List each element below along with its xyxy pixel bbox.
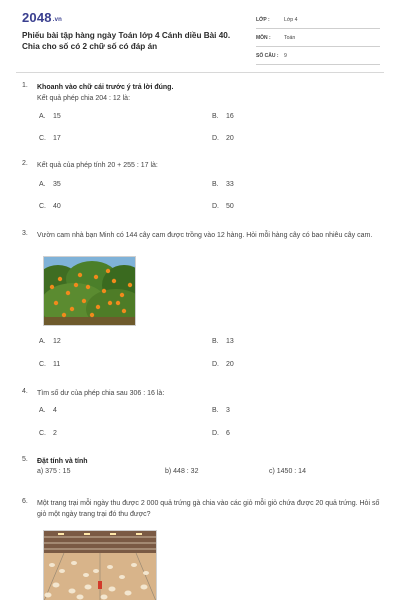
question-text: Tìm số dư của phép chia sau 306 : 16 là: xyxy=(37,390,165,397)
expression-a: a) 375 : 15 xyxy=(37,468,71,475)
question-number: 5. xyxy=(22,456,28,463)
logo-tld: .vn xyxy=(52,17,63,23)
question-number: 2. xyxy=(22,160,28,167)
meta-info xyxy=(256,13,380,67)
question-number: 1. xyxy=(22,82,28,89)
question-4 xyxy=(22,388,380,448)
meta-row-class xyxy=(256,13,380,29)
option-a[interactable]: A. 35 xyxy=(39,181,61,188)
question-subtext: Kết quả phép chia 204 : 12 là: xyxy=(37,95,131,102)
meta-value: 9 xyxy=(284,53,287,59)
meta-value: Lớp 4 xyxy=(284,17,298,23)
question-text: Khoanh vào chữ cái trước ý trả lời đúng. xyxy=(37,84,174,91)
chicken-farm-illustration xyxy=(44,531,156,600)
question-number: 4. xyxy=(22,388,28,395)
meta-value: Toán xyxy=(284,35,296,41)
option-d[interactable]: D. 20 xyxy=(212,135,234,142)
option-c[interactable]: C. 2 xyxy=(39,430,57,437)
option-a[interactable]: A. 15 xyxy=(39,113,61,120)
meta-label: MÔN : xyxy=(256,35,271,41)
meta-row-count xyxy=(256,49,380,65)
question-2 xyxy=(22,160,380,220)
question-number: 6. xyxy=(22,498,28,505)
question-text: Đặt tính và tính xyxy=(37,458,88,465)
expression-c: c) 1450 : 14 xyxy=(269,468,306,475)
question-text: Vườn cam nhà bạn Minh có 144 cây cam được trồng vào 12 hàng. Hỏi mỗi hàng cây có bao nhiêu cây cam. xyxy=(37,232,373,239)
option-d[interactable]: D. 20 xyxy=(212,361,234,368)
orange-orchard-illustration xyxy=(44,257,135,325)
question-number: 3. xyxy=(22,230,28,237)
option-b[interactable]: B. 13 xyxy=(212,338,234,345)
question-text: Kết quả của phép tính 20 + 255 : 17 là: xyxy=(37,162,158,169)
logo-text: 2048 xyxy=(22,10,52,25)
option-b[interactable]: B. 33 xyxy=(212,181,234,188)
meta-label: LỚP : xyxy=(256,17,270,23)
option-a[interactable]: A. 4 xyxy=(39,407,57,414)
option-d[interactable]: D. 50 xyxy=(212,203,234,210)
header-divider xyxy=(16,72,384,73)
document-title: Phiếu bài tập hàng ngày Toán lớp 4 Cánh diều Bài 40. Chia cho số có 2 chữ số có đáp án xyxy=(22,31,231,51)
worksheet-header xyxy=(22,10,380,66)
question-6 xyxy=(22,498,380,528)
option-c[interactable]: C. 40 xyxy=(39,203,61,210)
question-5 xyxy=(22,456,380,484)
question-1 xyxy=(22,82,380,152)
option-c[interactable]: C. 17 xyxy=(39,135,61,142)
option-b[interactable]: B. 16 xyxy=(212,113,234,120)
option-d[interactable]: D. 6 xyxy=(212,430,230,437)
meta-row-subject xyxy=(256,31,380,47)
option-a[interactable]: A. 12 xyxy=(39,338,61,345)
chicken-farm-image xyxy=(43,530,157,600)
option-c[interactable]: C. 11 xyxy=(39,361,61,368)
expression-b: b) 448 : 32 xyxy=(165,468,199,475)
question-text: Một trang trại mỗi ngày thu được 2 000 quả trứng gà chia vào các giỏ mỗi giỏ chứa được 20 quả trứng. Hỏi số giỏ một ngày trang trại đó thu được? xyxy=(37,500,380,518)
expression-list xyxy=(37,468,380,480)
site-logo[interactable] xyxy=(22,10,62,25)
meta-label: SỐ CÂU : xyxy=(256,53,279,59)
orange-orchard-image xyxy=(43,256,136,326)
option-b[interactable]: B. 3 xyxy=(212,407,230,414)
